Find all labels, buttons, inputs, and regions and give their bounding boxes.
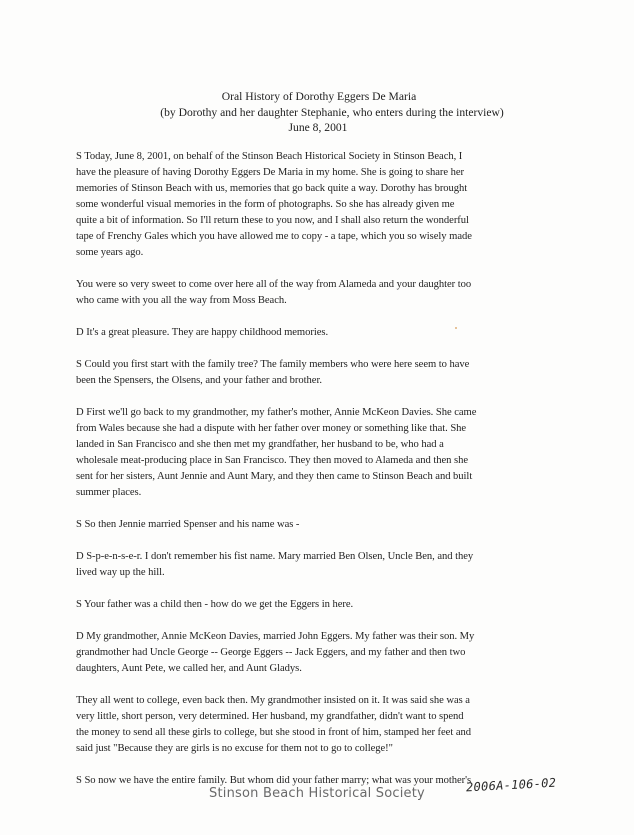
transcript-paragraph <box>76 629 568 677</box>
transcript-line: S Could you first start with the family tree? The family members who were here seem to have <box>76 359 470 370</box>
document-subtitle: (by Dorothy and her daughter Stephanie, who enters during the interview) <box>160 105 504 119</box>
paragraph-gap <box>76 341 568 357</box>
paragraph-gap <box>76 581 568 597</box>
transcript-line: some wonderful visual memories in the form of photographs. So she has already given me <box>76 199 455 210</box>
transcript-line: daughters, Aunt Pete, we called her, and Aunt Gladys. <box>76 663 302 674</box>
transcript-line: S Your father was a child then - how do we get the Eggers in here. <box>76 599 354 610</box>
paragraph-gap <box>76 261 568 277</box>
paragraph-gap <box>76 501 568 517</box>
transcript-line: tape of Frenchy Gales which you have allowed me to copy - a tape, which you so wisely made <box>76 231 472 242</box>
document-date: June 8, 2001 <box>288 121 348 134</box>
transcript-line: from Wales because she had a dispute with her father over money or something like that. She <box>76 423 467 434</box>
document-header <box>0 89 634 136</box>
transcript-line: said just "Because they are girls is no excuse for them not to go to college!" <box>76 743 393 754</box>
transcript-line: who came with you all the way from Moss Beach. <box>76 295 287 306</box>
transcript-line: been the Spensers, the Olsens, and your father and brother. <box>76 375 322 386</box>
transcript-line: very little, short person, very determined. Her husband, my grandfather, didn't want to spend <box>76 711 464 722</box>
accession-number: 2006A-106-02 <box>465 775 557 795</box>
transcript-line: D First we'll go back to my grandmother, my father's mother, Annie McKeon Davies. She came <box>76 407 477 418</box>
paragraph-gap <box>76 309 568 325</box>
transcript-paragraph <box>76 149 568 261</box>
transcript-line: wholesale meat-producing place in San Francisco. They then moved to Alameda and then she <box>76 455 468 466</box>
transcript-paragraph <box>76 357 568 389</box>
paragraph-gap <box>76 389 568 405</box>
transcript-line: D My grandmother, Annie McKeon Davies, married John Eggers. My father was their son. My <box>76 631 475 642</box>
transcript-line: landed in San Francisco and she then met my grandfather, her husband to be, who had a <box>76 439 444 450</box>
transcript-line: D S-p-e-n-s-e-r. I don't remember his fist name. Mary married Ben Olsen, Uncle Ben, and they <box>76 551 474 562</box>
transcript-paragraph <box>76 549 568 581</box>
transcript-line: S Today, June 8, 2001, on behalf of the Stinson Beach Historical Society in Stinson Beach, I <box>76 151 463 162</box>
transcript-line: lived way up the hill. <box>76 567 165 578</box>
paragraph-gap <box>76 757 568 773</box>
transcript-line: D It's a great pleasure. They are happy childhood memories. <box>76 327 329 338</box>
transcript-line: the money to send all these girls to college, but she stood in front of him, stamped her feet and <box>76 727 471 738</box>
paragraph-gap <box>76 613 568 629</box>
footer-organization: Stinson Beach Historical Society <box>209 786 425 801</box>
transcript-line: S So now we have the entire family. But whom did your father marry; what was your mother's <box>76 775 472 786</box>
transcript-line: memories of Stinson Beach with us, memories that go back quite a way. Dorothy has brought <box>76 183 468 194</box>
paper-speck <box>455 327 457 329</box>
transcript-paragraph <box>76 693 568 757</box>
document-title: Oral History of Dorothy Eggers De Maria <box>221 90 417 103</box>
transcript-line: quite a bit of information. So I'll return these to you now, and I shall also return the wonderful <box>76 215 469 226</box>
transcript-paragraph <box>76 277 568 309</box>
paragraph-gap <box>76 533 568 549</box>
transcript-paragraph <box>76 597 568 613</box>
paragraph-gap <box>76 677 568 693</box>
transcript-body <box>76 149 568 789</box>
transcript-paragraph <box>76 405 568 501</box>
transcript-line: You were so very sweet to come over here all of the way from Alameda and your daughter too <box>76 279 472 290</box>
transcript-line: grandmother had Uncle George -- George Eggers -- Jack Eggers, and my father and then two <box>76 647 466 658</box>
transcript-paragraph <box>76 325 568 341</box>
transcript-line: summer places. <box>76 487 142 498</box>
transcript-line: have the pleasure of having Dorothy Eggers De Maria in my home. She is going to share her <box>76 167 465 178</box>
transcript-paragraph <box>76 517 568 533</box>
transcript-line: some years ago. <box>76 247 144 258</box>
transcript-line: S So then Jennie married Spenser and his name was - <box>76 519 300 530</box>
transcript-line: They all went to college, even back then. My grandmother insisted on it. It was said she was a <box>76 695 470 706</box>
transcript-line: sent for her sisters, Aunt Jennie and Aunt Mary, and they then came to Stinson Beach and built <box>76 471 473 482</box>
